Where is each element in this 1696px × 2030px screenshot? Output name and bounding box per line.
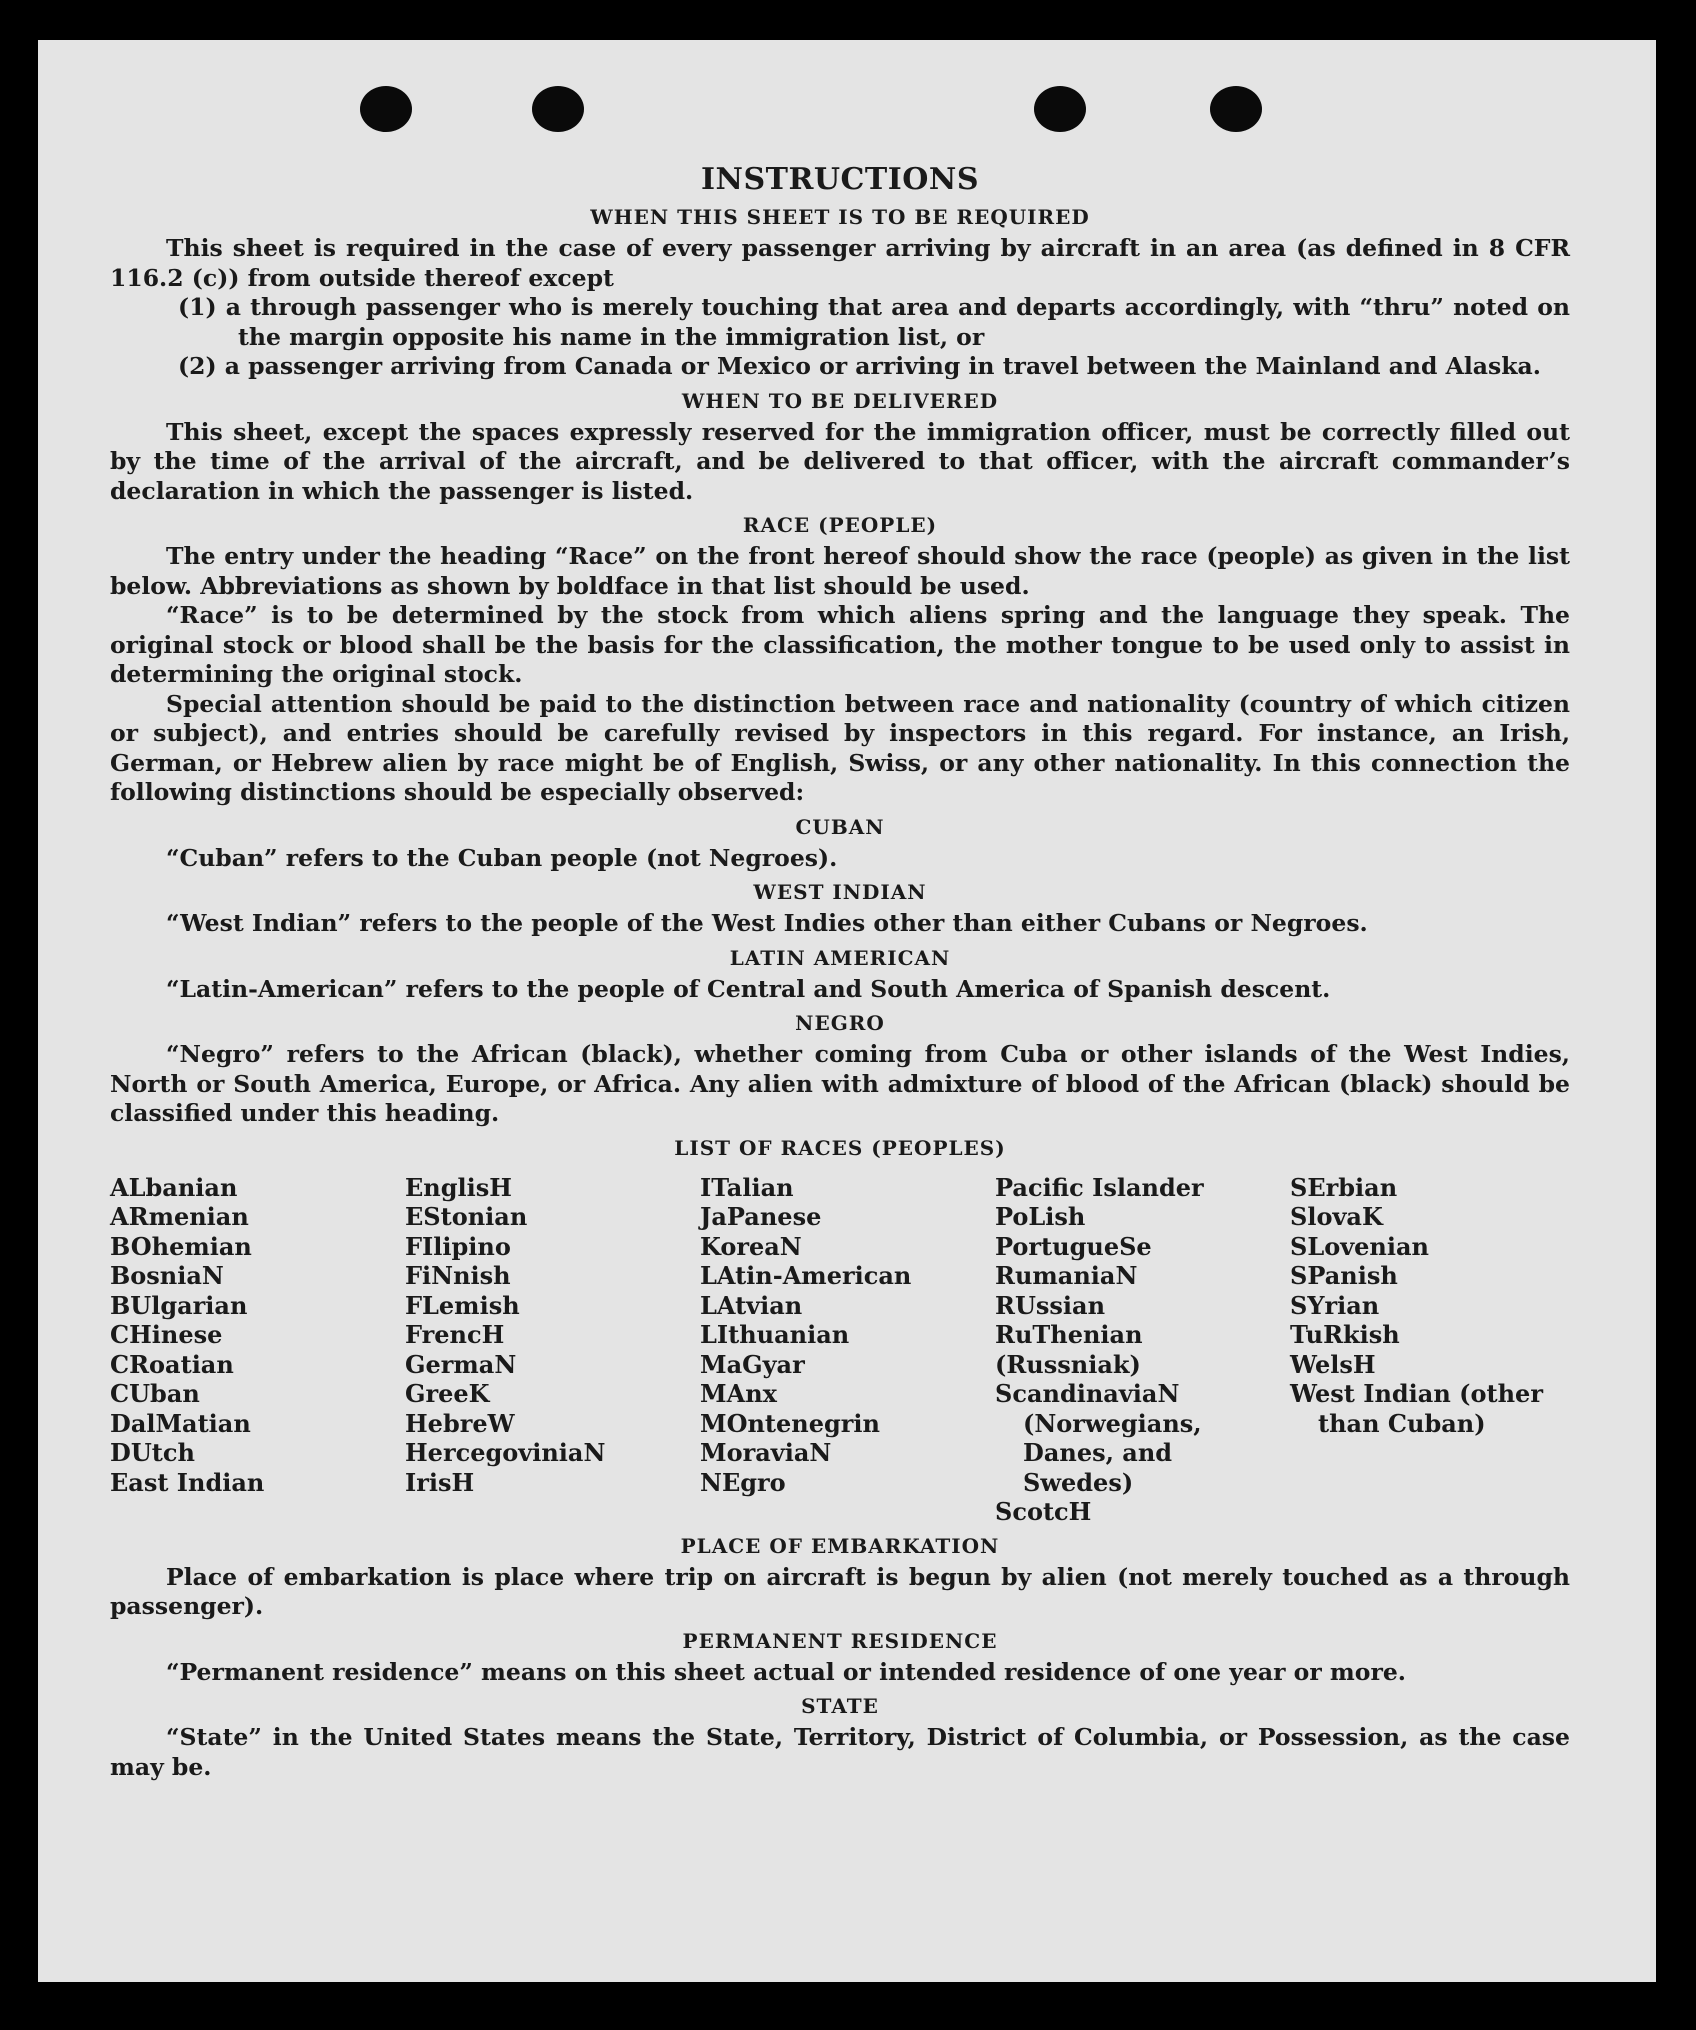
- cuban-text: “Cuban” refers to the Cuban people (not Negroes).: [166, 843, 838, 872]
- race-list-item: DUtch: [110, 1438, 195, 1467]
- race-list-item: SYrian: [1290, 1290, 1380, 1320]
- race-list-item: TuRkish: [1290, 1320, 1400, 1349]
- race-list: [110, 1173, 1570, 1527]
- race-list-item: MoraviaN: [700, 1438, 832, 1467]
- heading-list-of-races: LIST OF RACES (PEOPLES): [674, 1135, 1006, 1160]
- race-list-item: CRoatian: [110, 1349, 234, 1379]
- race-list-item: ITalian: [700, 1172, 794, 1202]
- race-list-item: MOntenegrin: [700, 1408, 880, 1438]
- race-list-item: PoLish: [995, 1202, 1086, 1231]
- heading-delivered: WHEN TO BE DELIVERED: [681, 388, 999, 413]
- page-title: INSTRUCTIONS: [701, 162, 979, 197]
- race-list-item: East Indian: [110, 1467, 265, 1497]
- race-list-item: MaGyar: [700, 1349, 805, 1379]
- race-list-item: EStonian: [405, 1202, 528, 1231]
- race-list-item: FiNnish: [405, 1261, 511, 1290]
- race-list-item: ALbanian: [110, 1172, 238, 1202]
- race-list-item: EnglisH: [405, 1172, 512, 1202]
- race-column: [700, 1173, 980, 1527]
- punch-hole: [532, 86, 584, 132]
- race-list-item: SlovaK: [1290, 1202, 1383, 1231]
- race-list-item: West Indian (other than Cuban): [1290, 1379, 1543, 1438]
- required-item: (2) a passenger arriving from Canada or Mexico or arriving in travel between the Mainland and Alaska.: [178, 352, 1541, 380]
- race-paragraph: Special attention should be paid to the distinction between race and nationality (country of which citizen or subject), and entries should be carefully revised by inspectors in this regard. For instance, an Irish, German, or Hebrew alien by race might be of English, Swiss, or any other nationality. In this connection the following distinctions should be especially observed:: [110, 689, 1570, 806]
- delivered-text: This sheet, except the spaces expressly reserved for the immigration officer, must be correctly filled out by the time of the arrival of the aircraft, and be delivered to that officer, with the aircraft commander’s declaration in which the passenger is listed.: [110, 417, 1570, 505]
- document-page: [38, 40, 1656, 1982]
- west-indian-text: “West Indian” refers to the people of the West Indies other than either Cubans or Negroes.: [166, 909, 1368, 937]
- race-paragraph: The entry under the heading “Race” on the front hereof should show the race (people) as given in the list below. Abbreviations as shown by boldface in that list should be used.: [110, 542, 1570, 600]
- heading-required: WHEN THIS SHEET IS TO BE REQUIRED: [590, 205, 1090, 229]
- punch-hole: [1210, 86, 1262, 132]
- heading-west-indian: WEST INDIAN: [753, 880, 927, 904]
- required-item: (1) a through passenger who is merely touching that area and departs accordingly, with “thru” noted on the margin opposite his name in the immigration list, or: [178, 293, 1570, 351]
- race-list-item: FLemish: [405, 1290, 520, 1320]
- heading-state: STATE: [801, 1694, 879, 1718]
- race-list-item: NEgro: [700, 1467, 786, 1497]
- race-column: [995, 1173, 1275, 1527]
- instructions-content: [110, 162, 1570, 1782]
- heading-cuban: CUBAN: [795, 814, 885, 839]
- heading-race: RACE (PEOPLE): [742, 513, 938, 537]
- latin-american-text: “Latin-American” refers to the people of Central and South America of Spanish descent.: [166, 974, 1331, 1003]
- state-text: “State” in the United States means the State, Territory, District of Columbia, or Possession, as the case may be.: [110, 1723, 1570, 1781]
- race-column: [1290, 1173, 1570, 1527]
- race-list-item: BosniaN: [110, 1261, 224, 1290]
- negro-text: “Negro” refers to the African (black), whether coming from Cuba or other islands of the West Indies, North or South America, Europe, or Africa. Any alien with admixture of blood of the African (black) should be classified under this heading.: [110, 1040, 1570, 1127]
- heading-residence: PERMANENT RESIDENCE: [682, 1628, 998, 1653]
- race-paragraph: “Race” is to be determined by the stock from which aliens spring and the language they speak. The original stock or blood shall be the basis for the classification, the mother tongue to be used only to assist in determining the original stock.: [110, 601, 1570, 688]
- race-list-item: DalMatian: [110, 1408, 251, 1438]
- race-list-item: RuThenian (Russniak): [995, 1320, 1143, 1379]
- race-list-item: LAtin-American: [700, 1261, 912, 1290]
- race-list-item: GermaN: [405, 1349, 517, 1379]
- race-list-item: JaPanese: [700, 1202, 822, 1231]
- race-list-item: RUssian: [995, 1290, 1106, 1320]
- race-list-item: GreeK: [405, 1379, 490, 1408]
- race-list-item: WelsH: [1290, 1349, 1376, 1379]
- heading-negro: NEGRO: [795, 1011, 885, 1035]
- race-list-item: SPanish: [1290, 1261, 1398, 1290]
- race-list-item: HercegoviniaN: [405, 1438, 606, 1467]
- race-list-item: CHinese: [110, 1320, 223, 1349]
- race-list-item: FIlipino: [405, 1231, 511, 1261]
- race-column: [405, 1173, 685, 1527]
- race-list-item: LIthuanian: [700, 1320, 850, 1349]
- race-list-item: ARmenian: [110, 1202, 249, 1231]
- heading-embarkation: PLACE OF EMBARKATION: [680, 1533, 1000, 1558]
- race-list-item: KoreaN: [700, 1231, 802, 1261]
- race-list-item: BUlgarian: [110, 1290, 248, 1320]
- residence-text: “Permanent residence” means on this sheet actual or intended residence of one year or more.: [166, 1657, 1406, 1686]
- race-column: [110, 1173, 390, 1527]
- race-list-item: FrencH: [405, 1320, 505, 1349]
- race-list-item: IrisH: [405, 1467, 475, 1497]
- race-list-item: MAnx: [700, 1379, 777, 1408]
- race-list-item: CUban: [110, 1379, 200, 1408]
- race-list-item: LAtvian: [700, 1290, 803, 1320]
- race-list-item: RumaniaN: [995, 1261, 1138, 1290]
- race-list-item: SLovenian: [1290, 1231, 1429, 1261]
- punch-hole: [360, 86, 412, 132]
- race-list-item: SErbian: [1290, 1172, 1398, 1202]
- embarkation-text: Place of embarkation is place where trip on aircraft is begun by alien (not merely touched as a through passenger).: [110, 1562, 1570, 1620]
- race-list-item: Pacific Islander: [995, 1172, 1204, 1202]
- race-list-item: ScotcH: [995, 1497, 1092, 1526]
- required-intro: This sheet is required in the case of every passenger arriving by aircraft in an area (as defined in 8 CFR 116.2 (c)) from outside thereof except: [110, 234, 1570, 292]
- race-list-item: ScandinaviaN (Norwegians, Danes, and Swedes): [995, 1379, 1202, 1497]
- race-list-item: PortugueSe: [995, 1231, 1152, 1261]
- heading-latin-american: LATIN AMERICAN: [729, 945, 951, 970]
- punch-hole: [1034, 86, 1086, 132]
- race-list-item: HebreW: [405, 1408, 515, 1438]
- race-list-item: BOhemian: [110, 1231, 252, 1261]
